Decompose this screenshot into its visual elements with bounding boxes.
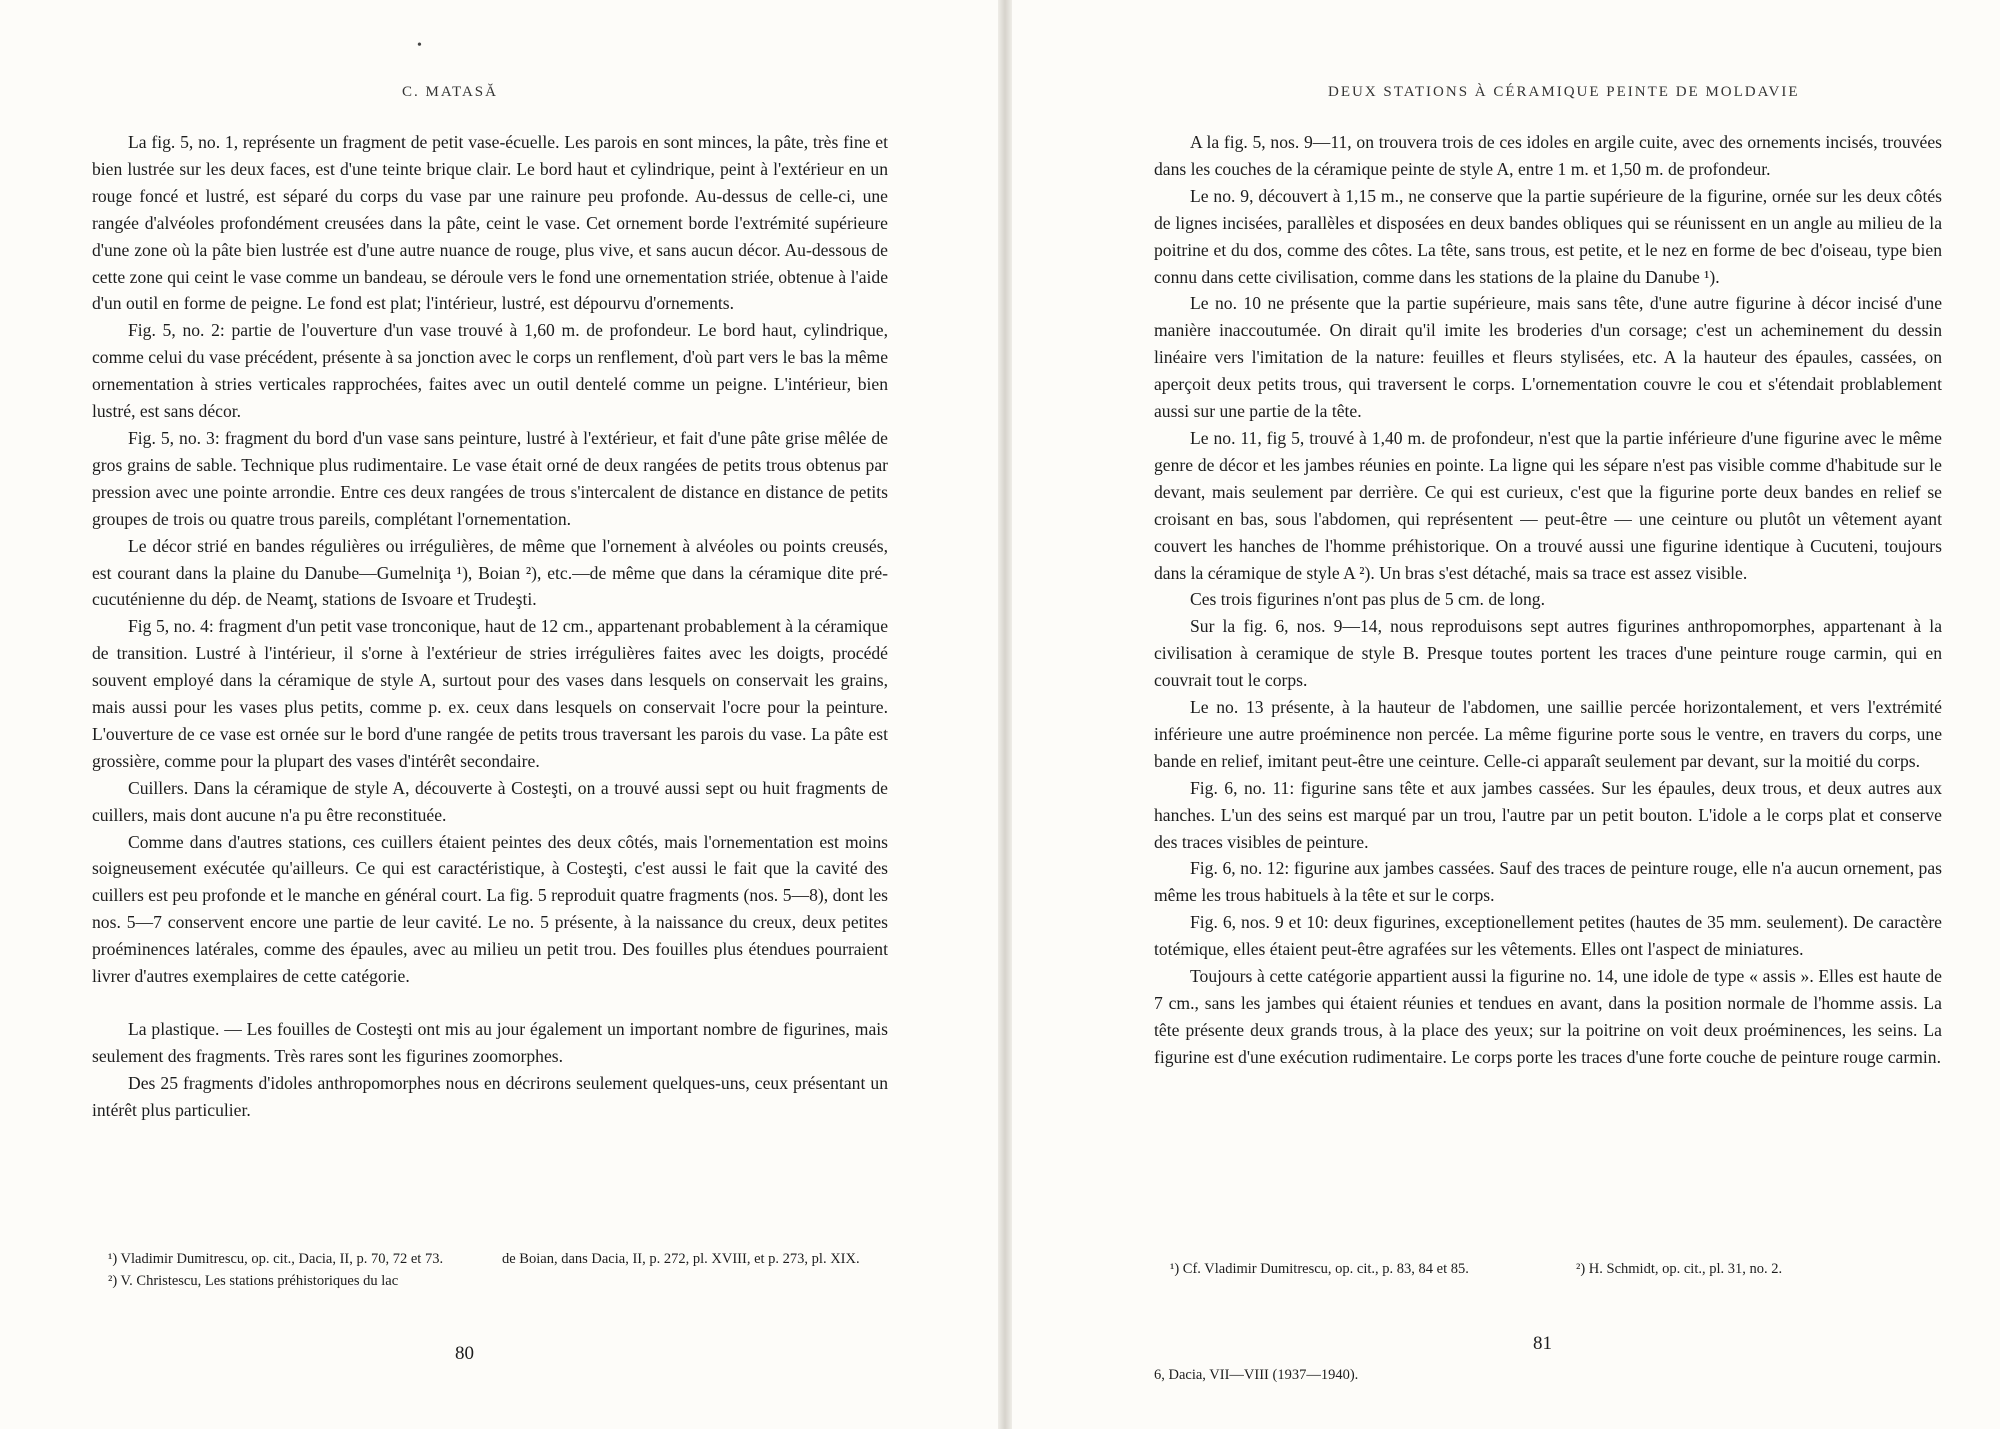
paragraph: Ces trois figurines n'ont pas plus de 5 cm. de long. <box>1190 589 1546 610</box>
paragraph: Le no. 13 présente, à la hauteur de l'abdomen, une saillie percée horizontalement, et vers l'extrémité inférieure une autre proéminence non percée. La même figurine porte sous le ventre, en travers du corps, une bande en relief, imitant peut-être une ceinture. Celle-ci apparaît seulement par devant, sur la moitié du corps. <box>1154 697 1942 771</box>
paragraph: Fig. 5, no. 2: partie de l'ouverture d'un vase trouvé à 1,60 m. de profondeur. Le bord haut, cylindrique, comme celui du vase précédent, présente à sa jonction avec le corps un renflement, d'où part vers le bas la même ornementation à stries verticales rapprochées, faites avec un outil dentelé comme un peigne. L'intérieur, bien lustré, est sans décor. <box>92 320 888 422</box>
paragraph: La fig. 5, no. 1, représente un fragment de petit vase-écuelle. Les parois en sont minces, la pâte, très fine et bien lustrée sur les deux faces, est d'une teinte brique clair. Le bord haut et cylindrique, peint à l'extérieur en un rouge foncé et lustré, est séparé du corps du vase par une rainure peu profonde. Au-dessus de celle-ci, une rangée d'alvéoles profondément creusées dans la pâte, ceint le vase. Cet ornement borde l'extrémité supérieure d'une zone où la pâte bien lustrée est d'une autre nuance de rouge, plus vive, et sans aucun décor. Au-dessous de cette zone qui ceint le vase comme un bandeau, se déroule vers le fond une ornementation striée, obtenue à l'aide d'un outil en forme de peigne. Le fond est plat; l'intérieur, lustré, est dépourvu d'ornements. <box>92 132 888 314</box>
footnotes-right <box>1154 1258 1942 1280</box>
paragraph: Le no. 11, fig 5, trouvé à 1,40 m. de profondeur, n'est que la partie inférieure d'une figurine avec le même genre de décor et les jambes réunies en pointe. La ligne qui les sépare n'est pas visible comme d'habitude sur le devant, mais seulement par derrière. Ce qui est curieux, c'est que la figurine porte deux bandes en relief se croisant en bas, sous l'abdomen, qui représentent — peut-être — une ceinture ou plutôt un vêtement ayant couvert les hanches de l'homme préhistorique. On a trouvé aussi une figurine identique à Cucuteni, toujours dans la céramique de style A ²). Un bras s'est détaché, mais sa trace est assez visible. <box>1154 427 1942 583</box>
paragraph: Fig 5, no. 4: fragment d'un petit vase tronconique, haut de 12 cm., appartenant probablement à la céramique de transition. Lustré à l'intérieur, il s'orne à l'extérieur de stries irrégulières faites avec les doigts, procédé souvent employé dans la céramique de style A, surtout pour des vases dans lesquels on conservait les grains, mais aussi pour les vases plus petits, comme p. ex. ceux dans lesquels on conservait l'ocre pour la peinture. L'ouverture de ce vase est ornée sur le bord d'une rangée de petits trous traversant les parois du vase. La pâte est grossière, comme pour la plupart des vases d'intérêt secondaire. <box>92 616 888 771</box>
left-page <box>0 0 998 1429</box>
footnote: de Boian, dans Dacia, II, p. 272, pl. XVIII, et p. 273, pl. XIX. <box>502 1251 860 1267</box>
paragraph: Fig. 5, no. 3: fragment du bord d'un vase sans peinture, lustré à l'extérieur, et fait d'une pâte grise mêlée de gros grains de sable. Technique plus rudimentaire. Le vase était orné de deux rangées de petits trous obtenus par pression avec une pointe arrondie. Entre ces deux rangées de trous s'intercalent de distance en distance de petits groupes de trois ou quatre trous pareils, complétant l'ornementation. <box>92 427 888 529</box>
paragraph: Fig. 6, no. 11: figurine sans tête et aux jambes cassées. Sur les épaules, deux trous, et deux autres aux hanches. L'un des seins est marqué par un trou, l'autre par un petit bouton. L'idole a le corps plat et conserve des traces visibles de peinture. <box>1154 777 1942 852</box>
paragraph: Toujours à cette catégorie appartient aussi la figurine no. 14, une idole de type « assis ». Elles est haute de 7 cm., sans les jambes qui étaient réunies et tendues en avant, dans la position normale de l'homme assis. La tête présente deux grands trous, à la place des yeux; sur la poitrine on voit deux proéminences, les seins. La figurine est d'une exécution rudimentaire. Le corps porte les traces d'une forte couche de peinture rouge carmin. <box>1154 966 1942 1067</box>
footnotes-left <box>92 1248 888 1292</box>
printer-signature: 6, Dacia, VII—VIII (1937—1940). <box>1154 1367 1359 1383</box>
paragraph: Le no. 9, découvert à 1,15 m., ne conserve que la partie supérieure de la figurine, ornée sur les deux côtés de lignes incisées, parallèles et disposées en deux bandes obliques qui se réunissent en un angle au milieu de la poitrine et du dos, comme des côtes. La tête, sans trous, est petite, et le nez en forme de bec d'oiseau, type bien connu dans cette civilisation, comme dans les stations de la plaine du Danube ¹). <box>1154 185 1942 287</box>
footnote: ¹) Cf. Vladimir Dumitrescu, op. cit., p. 83, 84 et 85. <box>1170 1261 1469 1277</box>
footnote-column <box>92 1248 478 1292</box>
paragraph: Comme dans d'autres stations, ces cuillers étaient peintes des deux côtés, mais l'ornementation est moins soigneusement exécutée qu'ailleurs. Ce qui est caractéristique, à Costeşti, c'est aussi le fait que la cavité des cuillers est peu profonde et le manche en général court. La fig. 5 reproduit quatre fragments (nos. 5—8), dont les nos. 5—7 conservent encore une partie de leur cavité. Le no. 5 présente, à la naissance du creux, deux petites proéminences latérales, comme des épaules, avec au milieu un petit trou. Des fouilles plus étendues pourraient livrer d'autres exemplaires de cette catégorie. <box>92 831 888 987</box>
paragraph: Cuillers. Dans la céramique de style A, découverte à Costeşti, on a trouvé aussi sept ou huit fragments de cuillers, mais dont aucune n'a pu être reconstituée. <box>92 777 888 825</box>
paragraph: Fig. 6, no. 12: figurine aux jambes cassées. Sauf des traces de peinture rouge, elle n'a aucun ornement, pas même les trous habituels à la tête et sur le corps. <box>1154 858 1942 906</box>
paragraph: Fig. 6, nos. 9 et 10: deux figurines, exceptionellement petites (hautes de 35 mm. seulement). De caractère totémique, elles étaient peut-être agrafées sur les vêtements. Elles ont l'aspect de miniatures. <box>1154 912 1942 960</box>
ink-dot: • <box>417 38 422 53</box>
paragraph: Le no. 10 ne présente que la partie supérieure, mais sans tête, d'une autre figurine à décor incisé d'une manière inaccoutumée. On dirait qu'il imite les broderies d'un corsage; c'est un acheminement du dessin linéaire vers l'imitation de la nature: feuilles et fleurs stylisées, etc. A la hauteur des épaules, cassées, on aperçoit deux petits trous, qui traversent le corps. L'ornementation couvre le cou et s'étendait problablement aussi sur une partie de la tête. <box>1154 293 1942 422</box>
paragraph: A la fig. 5, nos. 9—11, on trouvera trois de ces idoles en argile cuite, avec des ornements incisés, trouvées dans les couches de la céramique peinte de style A, entre 1 m. et 1,50 m. de profondeur. <box>1154 132 1942 179</box>
paragraph: La plastique. — Les fouilles de Costeşti ont mis au jour également un important nombre de figurines, mais seulement des fragments. Très rares sont les figurines zoomorphes. <box>92 1019 888 1066</box>
running-head-right: DEUX STATIONS À CÉRAMIQUE PEINTE DE MOLDAVIE <box>1328 84 1800 100</box>
page-number-left: 80 <box>455 1343 474 1364</box>
footnote: ²) V. Christescu, Les stations préhistoriques du lac <box>108 1273 399 1289</box>
footnote: ²) H. Schmidt, op. cit., pl. 31, no. 2. <box>1576 1261 1783 1277</box>
paragraph: Sur la fig. 6, nos. 9—14, nous reproduisons sept autres figurines anthropomorphes, appartenant à la civilisation à ceramique de style B. Presque toutes portent les traces d'une peinture rouge carmin, qui en couvrait tout le corps. <box>1154 616 1942 691</box>
book-gutter <box>998 0 1012 1429</box>
left-page-body <box>92 129 888 1124</box>
page-number-right: 81 <box>1533 1333 1552 1354</box>
footnote-column <box>502 1248 888 1292</box>
running-head-left: C. MATASĂ <box>402 84 498 100</box>
footnote: ¹) Vladimir Dumitrescu, op. cit., Dacia, II, p. 70, 72 et 73. <box>108 1251 444 1267</box>
paragraph: Des 25 fragments d'idoles anthropomorphes nous en décrirons seulement quelques-uns, ceux présentant un intérêt plus particulier. <box>92 1072 888 1120</box>
right-page <box>1012 0 2000 1429</box>
right-page-body <box>1154 129 1942 1071</box>
paragraph: Le décor strié en bandes régulières ou irrégulières, de même que l'ornement à alvéoles ou points creusés, est courant dans la plaine du Danube—Gumelniţa ¹), Boian ²), etc.—de même que dans la céramique dite pré-cucuténienne du dép. de Neamţ, stations de Isvoare et Trudeşti. <box>92 535 888 610</box>
